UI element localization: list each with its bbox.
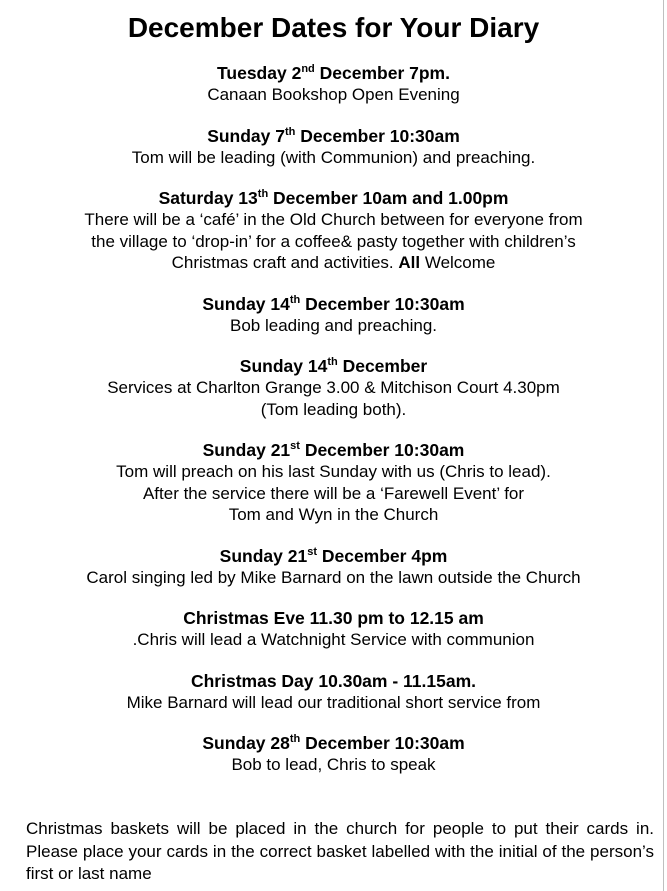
event-heading-sup: th xyxy=(327,356,338,368)
event-heading-pre: Tuesday 2 xyxy=(217,63,302,83)
event-heading-pre: Sunday 14 xyxy=(239,356,328,376)
events-list xyxy=(0,62,667,795)
event-line: the village to ‘drop-in’ for a coffee& pasty together with children’s xyxy=(91,231,576,251)
event-heading-sup: st xyxy=(307,545,317,558)
event-item xyxy=(0,293,667,337)
event-item xyxy=(0,125,667,169)
event-heading-sup: st xyxy=(290,440,300,452)
event-line: Bob to lead, Chris to speak xyxy=(231,755,436,774)
event-heading-post: December 10:30am xyxy=(300,293,465,314)
event-line: Tom will preach on his last Sunday with us (Chris to lead). xyxy=(116,462,551,481)
event-heading-pre: Christmas Day 10.30am - 11.15am. xyxy=(190,670,477,691)
event-line: After the service there will be a ‘Farewell Event’ for xyxy=(142,483,525,503)
event-heading-sup: th xyxy=(289,733,301,745)
event-line xyxy=(0,252,667,274)
event-line: .Chris will lead a Watchnight Service with communion xyxy=(132,630,535,649)
event-heading xyxy=(0,187,667,209)
event-heading-pre: Sunday 14 xyxy=(202,293,290,314)
event-line-bold-text: All xyxy=(398,253,421,272)
event-line: (Tom leading both). xyxy=(260,399,407,419)
event-heading-pre: Sunday 28 xyxy=(202,733,290,753)
event-heading-pre: Sunday 21 xyxy=(219,545,308,566)
page-title: December Dates for Your Diary xyxy=(127,12,540,43)
event-line: Tom and Wyn in the Church xyxy=(228,505,439,524)
event-item xyxy=(0,439,667,526)
event-heading xyxy=(0,125,667,147)
event-heading xyxy=(0,293,667,315)
event-heading-post: December 4pm xyxy=(316,545,448,566)
event-heading-pre: Sunday 21 xyxy=(202,440,291,460)
event-line: Carol singing led by Mike Barnard on the lawn outside the Church xyxy=(86,567,581,587)
event-heading xyxy=(0,439,667,461)
event-heading-pre: Sunday 7 xyxy=(207,125,285,146)
event-item xyxy=(0,607,667,651)
event-heading-sup: th xyxy=(285,125,296,138)
event-heading xyxy=(0,355,667,377)
event-heading-post: December 10:30am xyxy=(300,733,465,753)
event-heading-post: December 7pm. xyxy=(314,63,450,83)
event-heading-sup: th xyxy=(289,293,301,306)
event-heading xyxy=(0,62,667,84)
event-line: Services at Charlton Grange 3.00 & Mitchison Court 4.30pm xyxy=(107,378,560,397)
event-heading-pre: Christmas Eve 11.30 pm to 12.15 am xyxy=(183,608,484,628)
event-line: Mike Barnard will lead our traditional short service from xyxy=(126,692,541,712)
event-item xyxy=(0,355,667,420)
event-line: Bob leading and preaching. xyxy=(230,315,437,335)
event-heading-post: December 10am and 1.00pm xyxy=(268,188,509,208)
footer-note: Christmas baskets will be placed in the church for people to put their cards in. Please place your cards in the correct basket labelled with the initial of the person’s first or last name xyxy=(26,819,654,883)
event-heading xyxy=(0,545,667,567)
event-item xyxy=(0,545,667,589)
event-line: Tom will be leading (with Communion) and preaching. xyxy=(131,147,536,167)
event-item xyxy=(0,670,667,714)
event-line-text: Christmas craft and activities. xyxy=(171,253,399,272)
event-line: Canaan Bookshop Open Evening xyxy=(207,85,460,104)
event-heading-post: December 10:30am xyxy=(299,440,465,460)
event-heading-post: December xyxy=(337,356,428,376)
event-item xyxy=(0,187,667,274)
event-heading xyxy=(0,607,667,629)
event-heading xyxy=(0,732,667,754)
event-line-text: Welcome xyxy=(420,253,496,272)
event-item xyxy=(0,732,667,776)
event-heading-sup: th xyxy=(257,188,269,200)
event-heading-pre: Saturday 13 xyxy=(158,188,258,208)
event-heading-sup: nd xyxy=(301,63,315,75)
event-item xyxy=(0,62,667,106)
event-line: There will be a ‘café’ in the Old Church between for everyone from xyxy=(84,210,583,229)
event-heading xyxy=(0,670,667,692)
event-heading-post: December 10:30am xyxy=(295,125,460,146)
